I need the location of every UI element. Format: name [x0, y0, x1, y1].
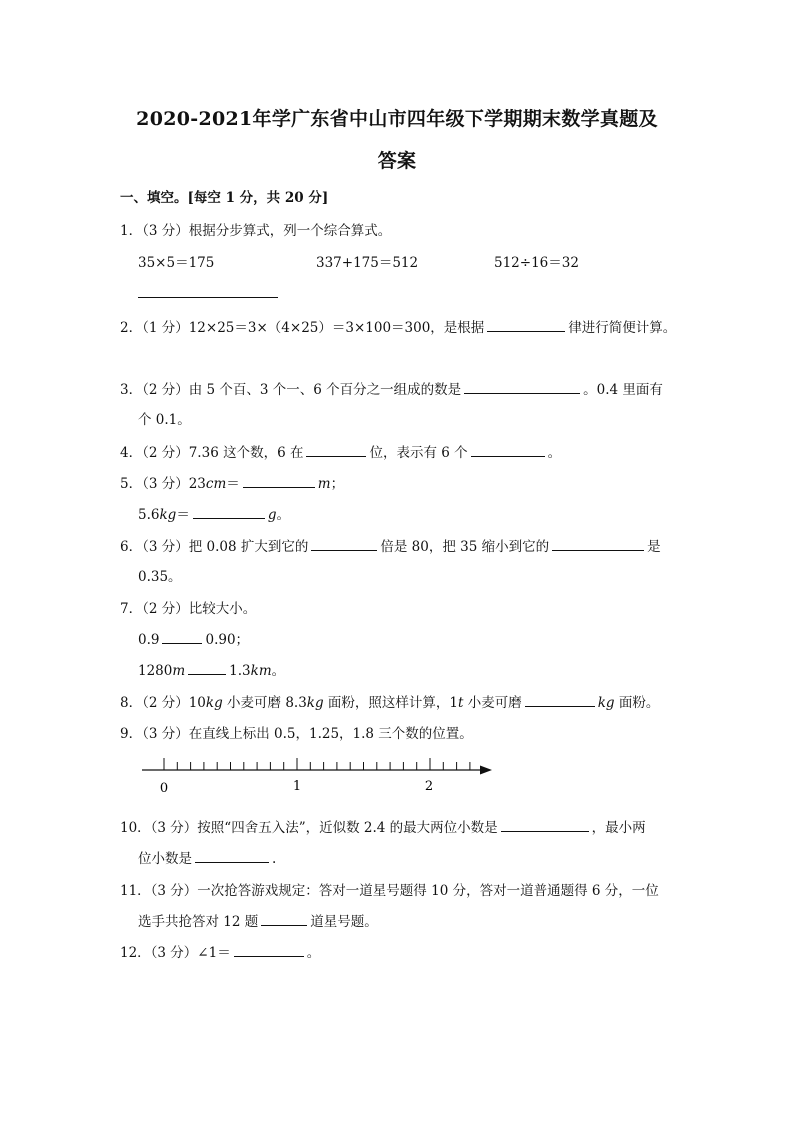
q3-blank[interactable]: [464, 379, 580, 394]
q5-unit-kg: kg: [159, 507, 177, 523]
q5-unit-g: g: [267, 507, 277, 523]
q7-row2-tail: 。: [271, 663, 286, 679]
q6-blank-2[interactable]: [552, 536, 644, 551]
q1-expr-3: 512÷16＝32: [494, 255, 579, 271]
q10-line2-a: 位小数是: [138, 851, 192, 867]
q6-blank-1[interactable]: [311, 536, 377, 551]
q12-blank[interactable]: [234, 942, 304, 957]
q4-blank-2[interactable]: [471, 442, 545, 457]
q6-text-b: 倍是 80，把 35 缩小到它的: [380, 539, 550, 555]
page-title-line2: 答案: [377, 150, 417, 172]
q5-blank-2[interactable]: [193, 504, 265, 519]
q10-text-b: ，最小两: [591, 820, 646, 836]
question-8: [120, 691, 659, 711]
q4-text-a: 4．（2 分）7.36 这个数，6 在: [120, 445, 304, 461]
question-11: 11．（3 分）一次抢答游戏规定：答对一道星号题得 10 分，答对一道普通题得 6 分，一位: [120, 883, 659, 899]
q7-row1-a: 0.9: [138, 632, 160, 648]
q12-text-a: 12．（3 分）∠1＝: [120, 945, 231, 961]
q7-row2: [138, 659, 285, 679]
q7-blank-1[interactable]: [162, 629, 202, 644]
q7-row2-a: 1280: [138, 663, 173, 679]
q10-blank-2[interactable]: [195, 848, 269, 863]
q3-text-a: 3．（2 分）由 5 个百、3 个一、6 个百分之一组成的数是: [120, 382, 462, 398]
q11-line2: [138, 910, 378, 930]
question-4: [120, 441, 561, 461]
q7-row1: [138, 628, 249, 648]
q6-text-c: 是: [647, 539, 661, 555]
q7-row1-b: 0.90；: [205, 632, 250, 648]
q5-blank-1[interactable]: [243, 473, 315, 488]
q2-blank[interactable]: [487, 317, 565, 332]
q1-expr-1: 35×5＝175: [138, 255, 215, 271]
q8-text-e: 面粉。: [614, 695, 660, 711]
question-6: [120, 535, 661, 555]
q1-expr-2: 337+175＝512: [316, 255, 419, 271]
number-line-label-2: 2: [424, 779, 434, 794]
q3-line2: 个 0.1。: [138, 412, 191, 428]
q8-unit-1: kg: [205, 695, 223, 711]
q4-blank-1[interactable]: [306, 442, 366, 457]
question-2: [120, 316, 676, 336]
q7-unit-km: km: [250, 663, 272, 679]
q6-text-a: 6．（3 分）把 0.08 扩大到它的: [120, 539, 309, 555]
q3-text-b: 。0.4 里面有: [583, 382, 663, 398]
q12-text-b: 。: [306, 945, 321, 961]
q7-unit-m: m: [172, 663, 186, 679]
q6-line2: 0.35。: [138, 569, 182, 585]
number-line-arrow: [480, 766, 492, 775]
q10-line2: [138, 847, 276, 867]
q8-text-b: 小麦可磨 8.3: [222, 695, 307, 711]
question-10: [120, 816, 646, 836]
q5-tail: ；: [330, 476, 345, 492]
q1-answer-blank[interactable]: [138, 283, 278, 302]
question-9: 9．（3 分）在直线上标出 0.5，1.25，1.8 三个数的位置。: [120, 726, 473, 742]
q8-text-d: 小麦可磨: [463, 695, 522, 711]
q5-line2-a: 5.6: [138, 507, 160, 523]
q5-unit-cm: cm: [205, 476, 227, 492]
q8-text-a: 8．（2 分）10: [120, 695, 206, 711]
q5-line2-eq: ＝: [176, 507, 190, 523]
page-title-line1: 2020-2021年学广东省中山市四年级下学期期末数学真题及: [136, 108, 658, 130]
q10-line2-b: .: [272, 851, 277, 867]
question-7: 7．（2 分）比较大小。: [120, 601, 257, 617]
q11-line2-b: 道星号题。: [310, 914, 378, 930]
section-heading: 一、填空。[每空 1 分，共 20 分]: [120, 190, 329, 206]
q4-text-c: 。: [547, 445, 562, 461]
q10-text-a: 10．（3 分）按照“四舍五入法”，近似数 2.4 的最大两位小数是: [120, 820, 498, 836]
q5-text-a: 5．（3 分）23: [120, 476, 206, 492]
q7-blank-2[interactable]: [188, 660, 226, 675]
question-1: 1．（3 分）根据分步算式，列一个综合算式。: [120, 223, 392, 239]
q8-unit-2: kg: [306, 695, 324, 711]
q2-text-b: 律进行简便计算。: [568, 320, 677, 336]
q5-unit-m: m: [317, 476, 331, 492]
question-5: [120, 472, 344, 492]
number-line-label-1: 1: [292, 779, 302, 794]
q11-line2-a: 选手共抢答对 12 题: [138, 914, 259, 930]
q8-unit-4: kg: [597, 695, 615, 711]
q7-row2-b: 1.3: [229, 663, 251, 679]
q11-blank[interactable]: [261, 911, 307, 926]
number-line-label-0: 0: [159, 781, 169, 796]
q2-text-a: 2．（1 分）12×25＝3×（4×25）＝3×100＝300，是根据: [120, 320, 485, 336]
q8-blank[interactable]: [525, 692, 595, 707]
question-3: [120, 378, 663, 398]
q5-line2: [138, 503, 290, 523]
number-line-ticks: [164, 758, 470, 770]
number-line: [140, 752, 500, 798]
q8-text-c: 面粉，照这样计算，1: [323, 695, 459, 711]
q10-blank-1[interactable]: [501, 817, 589, 832]
q5-line2-tail: 。: [276, 507, 290, 523]
q5-eq: ＝: [226, 476, 240, 492]
question-12: [120, 941, 320, 961]
q8-unit-3: t: [458, 695, 464, 711]
q4-text-b: 位，表示有 6 个: [369, 445, 468, 461]
